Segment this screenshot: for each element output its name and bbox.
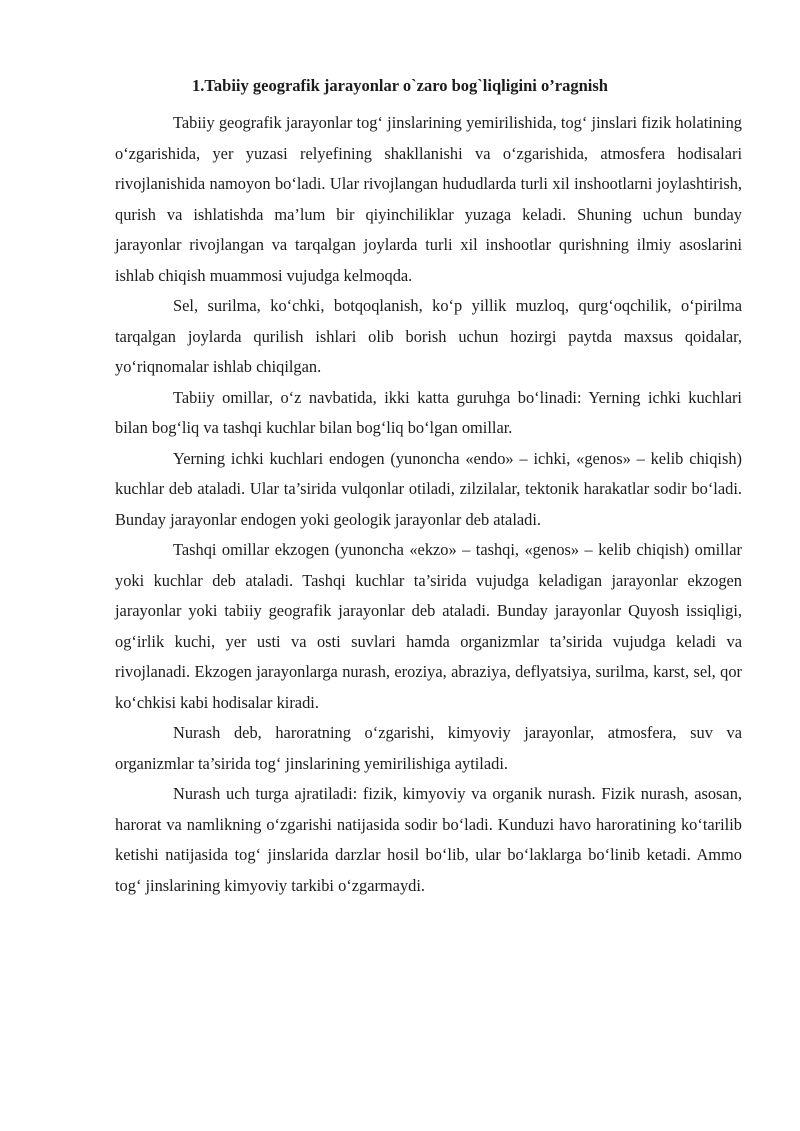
document-body (115, 108, 742, 901)
paragraph-2: Sel, surilma, ko‘chki, botqoqlanish, ko‘p yillik muzloq, qurg‘oqchilik, o‘pirilma tarqalgan joylarda qurilish ishlari olib borish uchun hozirgi paytda maxsus qoidalar, yo‘riqnomalar ishlab chiqilgan. (115, 296, 742, 376)
section-title: 1.Tabiiy geografik jarayonlar o`zaro bog`liqligini o’ragnish (192, 76, 608, 95)
paragraph-4: Yerning ichki kuchlari endogen (yunoncha «endo» – ichki, «genos» – kelib chiqish) kuchlar deb ataladi. Ular ta’sirida vulqonlar otiladi, zilzilalar, tektonik harakatlar sodir bo‘ladi. Bunday jarayonlar endogen yoki geologik jarayonlar deb ataladi. (115, 448, 742, 529)
paragraph-7: Nurash uch turga ajratiladi: fizik, kimyoviy va organik nurash. Fizik nurash, asosan, harorat va namlikning o‘zgarishi natijasida sodir bo‘ladi. Kunduzi havo haroratining ko‘tarilib ketishi natijasida tog‘ jinslarida darzlar hosil bo‘lib, ular bo‘laklarga bo‘linib ketadi. Ammo tog‘ jinslarining kimyoviy tarkibi o‘zgarmaydi. (115, 784, 742, 895)
paragraph-6: Nurash deb, haroratning o‘zgarishi, kimyoviy jarayonlar, atmosfera, suv va organizmlar ta’sirida tog‘ jinslarining yemirilishiga aytiladi. (115, 723, 742, 773)
paragraph-3: Tabiiy omillar, o‘z navbatida, ikki katta guruhga bo‘linadi: Yerning ichki kuchlari bilan bog‘liq va tashqi kuchlar bilan bog‘liq bo‘lgan omillar. (115, 387, 742, 437)
paragraph-5: Tashqi omillar ekzogen (yunoncha «ekzo» – tashqi, «genos» – kelib chiqish) omillar yoki kuchlar deb ataladi. Tashqi kuchlar ta’sirida vujudga keladigan jarayonlar ekzogen jarayonlar yoki tabiiy geografik jarayonlar deb ataladi. Bunday jarayonlar Quyosh issiqligi, og‘irlik kuchi, yer usti va osti suvlari hamda organizmlar ta’sirida vujudga keladi va rivojlanadi. Ekzogen jarayonlarga nurash, eroziya, abraziya, deflyatsiya, surilma, karst, sel, qor ko‘chkisi kabi hodisalar kiradi. (115, 540, 742, 712)
paragraph-1: Tabiiy geografik jarayonlar tog‘ jinslarining yemirilishida, tog‘ jinslari fizik holatining o‘zgarishida, yer yuzasi relyefining shakllanishi va o‘zgarishida, atmosfera hodisalari rivojlanishida namoyon bo‘ladi. Ular rivojlangan hududlarda turli xil inshootlarni joylashtirish, qurish va ishlatishda ma’lum bir qiyinchiliklar yuzaga keladi. Shuning uchun bunday jarayonlar rivojlangan va tarqalgan joylarda turli xil inshootlar qurishning ilmiy asoslarini ishlab chiqish muammosi vujudga kelmoqda. (115, 113, 742, 285)
